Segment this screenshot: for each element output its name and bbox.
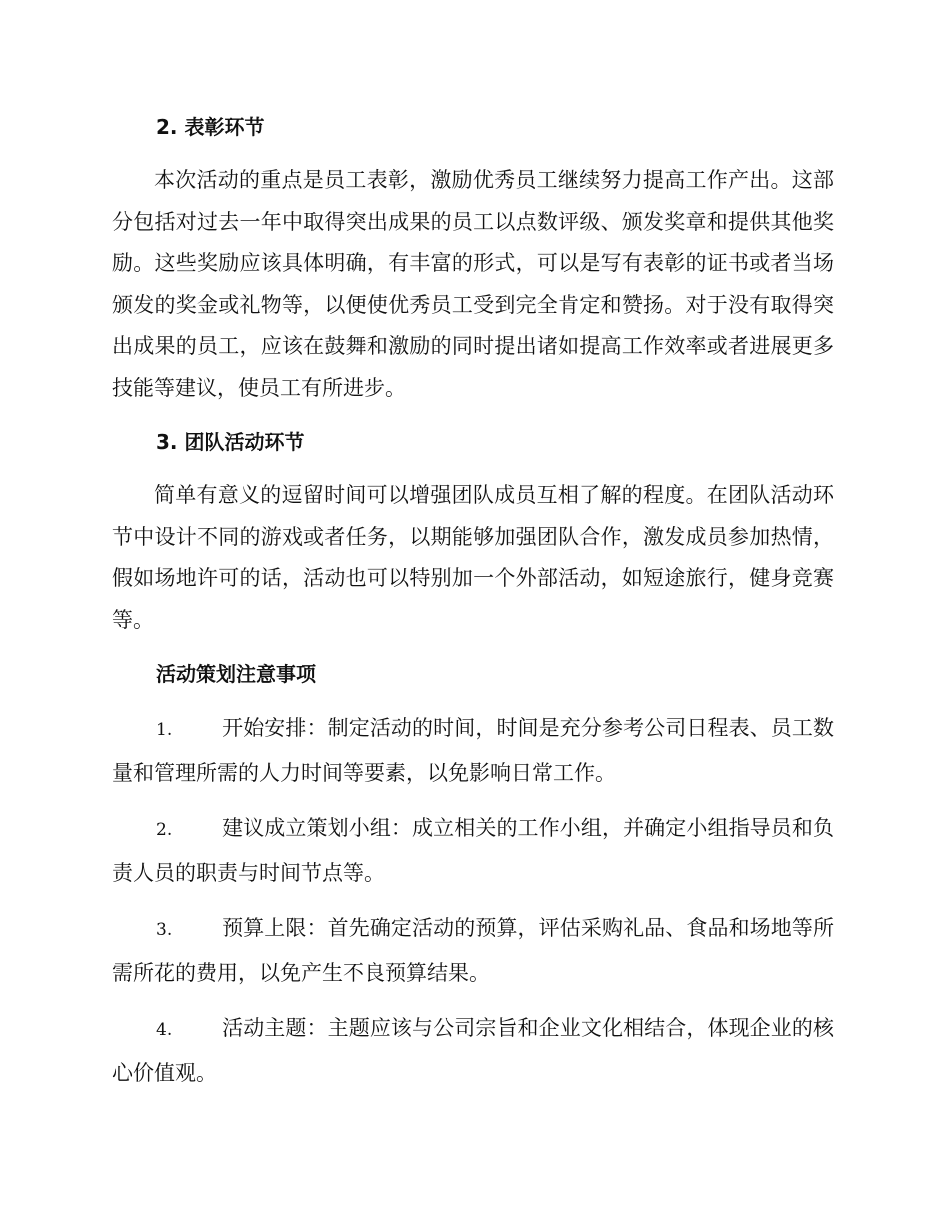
- list-item: [112, 1007, 834, 1095]
- section-paragraph-award: 本次活动的重点是员工表彰，激励优秀员工继续努力提高工作产出。这部分包括对过去一年中取得突出成果的员工以点数评级、颁发奖章和提供其他奖励。这些奖励应该具体明确，有丰富的形式，可以是写有表彰的证书或者当场颁发的奖金或礼物等，以便使优秀员工受到完全肯定和赞扬。对于没有取得突出成果的员工，应该在鼓舞和激励的同时提出诸如提高工作效率或者进展更多技能等建议，使员工有所进步。: [112, 168, 834, 400]
- list-item: [112, 807, 834, 895]
- list-item-number: 2.: [156, 820, 173, 840]
- list-item: [112, 907, 834, 995]
- section-heading-award: 2. 表彰环节: [156, 115, 265, 139]
- document-body: [112, 106, 834, 1107]
- list-item-text: 预算上限：首先确定活动的预算，评估采购礼品、食品和场地等所需所花的费用，以免产生不良预算结果。: [112, 916, 834, 985]
- section-heading-team-activity: 3. 团队活动环节: [156, 430, 305, 454]
- list-item-text: 活动主题：主题应该与公司宗旨和企业文化相结合，体现企业的核心价值观。: [112, 1016, 834, 1085]
- notes-heading: 活动策划注意事项: [156, 662, 316, 686]
- list-item-number: 1.: [156, 720, 173, 740]
- list-item-text: 开始安排：制定活动的时间，时间是充分参考公司日程表、员工数量和管理所需的人力时间等要素，以免影响日常工作。: [112, 716, 834, 785]
- list-item-text: 建议成立策划小组：成立相关的工作小组，并确定小组指导员和负责人员的职责与时间节点等。: [112, 816, 834, 885]
- list-item-number: 3.: [156, 920, 173, 940]
- list-item-number: 4.: [156, 1020, 173, 1040]
- list-item: [112, 707, 834, 795]
- section-paragraph-team-activity: 简单有意义的逗留时间可以增强团队成员互相了解的程度。在团队活动环节中设计不同的游戏或者任务，以期能够加强团队合作，激发成员参加热情，假如场地许可的话，活动也可以特别加一个外部活动，如短途旅行，健身竞赛等。: [112, 483, 834, 632]
